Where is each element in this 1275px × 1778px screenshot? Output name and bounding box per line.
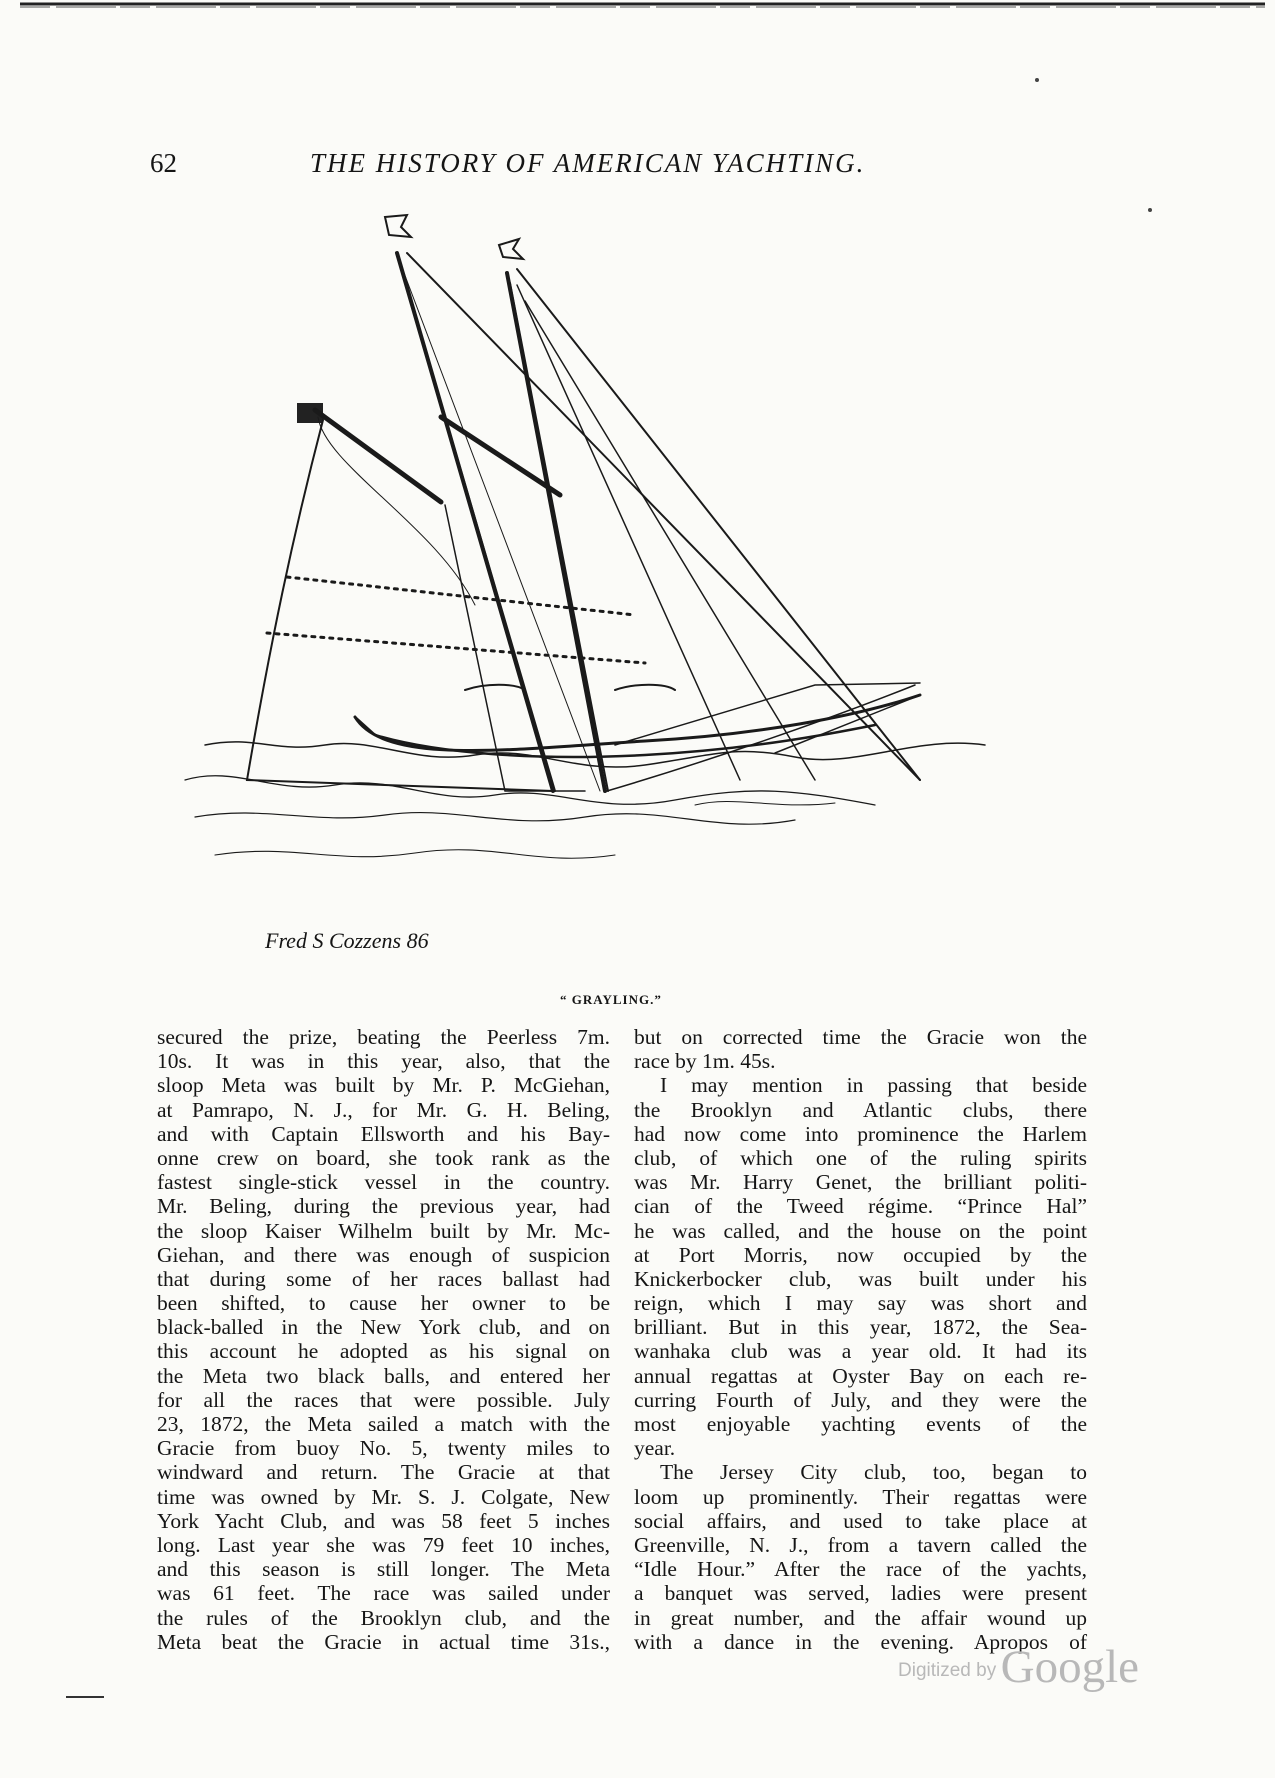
text-line: a banquet was served, ladies were present: [634, 1581, 1087, 1606]
text-line: windward and return. The Gracie at that: [157, 1460, 610, 1485]
margin-mark: [66, 1696, 104, 1698]
schooner-yacht-engraving-icon: [175, 205, 1020, 995]
text-line: Mr. Beling, during the previous year, had: [157, 1194, 610, 1219]
text-line: but on corrected time the Gracie won the: [634, 1025, 1087, 1049]
text-line: Meta beat the Gracie in actual time 31s.,: [157, 1629, 610, 1654]
text-line: the sloop Kaiser Wilhelm built by Mr. Mc-: [157, 1218, 610, 1243]
ink-speck: [1035, 78, 1039, 82]
text-line: secured the prize, beating the Peerless 7m.: [157, 1025, 610, 1049]
right-column: [634, 1025, 1087, 1654]
text-line: time was owned by Mr. S. J. Colgate, New: [157, 1484, 610, 1509]
text-line: black-balled in the New York club, and on: [157, 1315, 610, 1340]
text-line: York Yacht Club, and was 58 feet 5 inches: [157, 1508, 610, 1533]
text-line: Greenville, N. J., from a tavern called the: [634, 1532, 1087, 1557]
text-line: with a dance in the evening. Apropos of: [634, 1629, 1087, 1654]
text-line: at Port Morris, now occupied by the: [634, 1242, 1087, 1267]
text-line: most enjoyable yachting events of the: [634, 1412, 1087, 1436]
text-line: wanhaka club was a year old. It had its: [634, 1339, 1087, 1364]
watermark-brand: Google: [1000, 1641, 1140, 1693]
text-line: the rules of the Brooklyn club, and the: [157, 1605, 610, 1630]
ink-speck: [1148, 208, 1152, 212]
text-line: and this season is still longer. The Meta: [157, 1557, 610, 1582]
text-line: and with Captain Ellsworth and his Bay-: [157, 1121, 610, 1146]
text-line: 10s. It was in this year, also, that the: [157, 1049, 610, 1074]
text-line: year.: [634, 1436, 676, 1461]
text-line: curring Fourth of July, and they were the: [634, 1387, 1087, 1412]
text-line: race by 1m. 45s.: [634, 1049, 776, 1074]
left-column: [157, 1025, 610, 1654]
text-line: club, of which one of the ruling spirits: [634, 1145, 1087, 1170]
text-line: this account he adopted as his signal on: [157, 1339, 610, 1364]
text-line: Gracie from buoy No. 5, twenty miles to: [157, 1436, 610, 1461]
text-line: for all the races that were possible. July: [157, 1387, 610, 1412]
text-line: in great number, and the affair wound up: [634, 1605, 1087, 1630]
text-line: Giehan, and there was enough of suspicion: [157, 1242, 610, 1267]
text-line: brilliant. But in this year, 1872, the Sea-: [634, 1315, 1087, 1340]
text-line: had now come into prominence the Harlem: [634, 1121, 1087, 1146]
text-line: was Mr. Harry Genet, the brilliant politi-: [634, 1170, 1087, 1195]
text-line: annual regattas at Oyster Bay on each re-: [634, 1363, 1087, 1388]
text-line: 23, 1872, the Meta sailed a match with the: [157, 1412, 610, 1436]
text-line: sloop Meta was built by Mr. P. McGiehan,: [157, 1073, 610, 1098]
text-line: the Brooklyn and Atlantic clubs, there: [634, 1097, 1087, 1122]
text-line: the Meta two black balls, and entered her: [157, 1363, 610, 1388]
text-line: he was called, and the house on the point: [634, 1218, 1087, 1243]
text-line: was 61 feet. The race was sailed under: [157, 1581, 610, 1606]
text-line: social affairs, and used to take place at: [634, 1508, 1087, 1533]
page-number: 62: [150, 148, 177, 178]
text-line: I may mention in passing that beside: [660, 1073, 1087, 1098]
illustration-caption: “ GRAYLING.”: [560, 992, 662, 1007]
text-line: long. Last year she was 79 feet 10 inches,: [157, 1532, 610, 1557]
digitized-watermark: [898, 1640, 1139, 1694]
text-line: been shifted, to cause her owner to be: [157, 1291, 610, 1316]
text-line: fastest single-stick vessel in the country.: [157, 1170, 610, 1195]
text-line: onne crew on board, she took rank as the: [157, 1145, 610, 1170]
text-line: that during some of her races ballast had: [157, 1266, 610, 1291]
illustration-signature: Fred S Cozzens 86: [265, 928, 429, 953]
text-line: “Idle Hour.” After the race of the yachts,: [634, 1557, 1087, 1582]
running-title: THE HISTORY OF AMERICAN YACHTING.: [310, 148, 866, 178]
text-line: at Pamrapo, N. J., for Mr. G. H. Beling,: [157, 1097, 610, 1122]
text-line: loom up prominently. Their regattas were: [634, 1484, 1087, 1509]
text-line: cian of the Tweed régime. “Prince Hal”: [634, 1194, 1087, 1219]
text-line: reign, which I may say was short and: [634, 1291, 1087, 1316]
text-line: The Jersey City club, too, began to: [660, 1460, 1087, 1485]
text-line: Knickerbocker club, was built under his: [634, 1266, 1087, 1291]
top-rule: [20, 2, 1265, 8]
page-header: [150, 148, 930, 188]
watermark-prefix: Digitized by: [898, 1660, 997, 1681]
